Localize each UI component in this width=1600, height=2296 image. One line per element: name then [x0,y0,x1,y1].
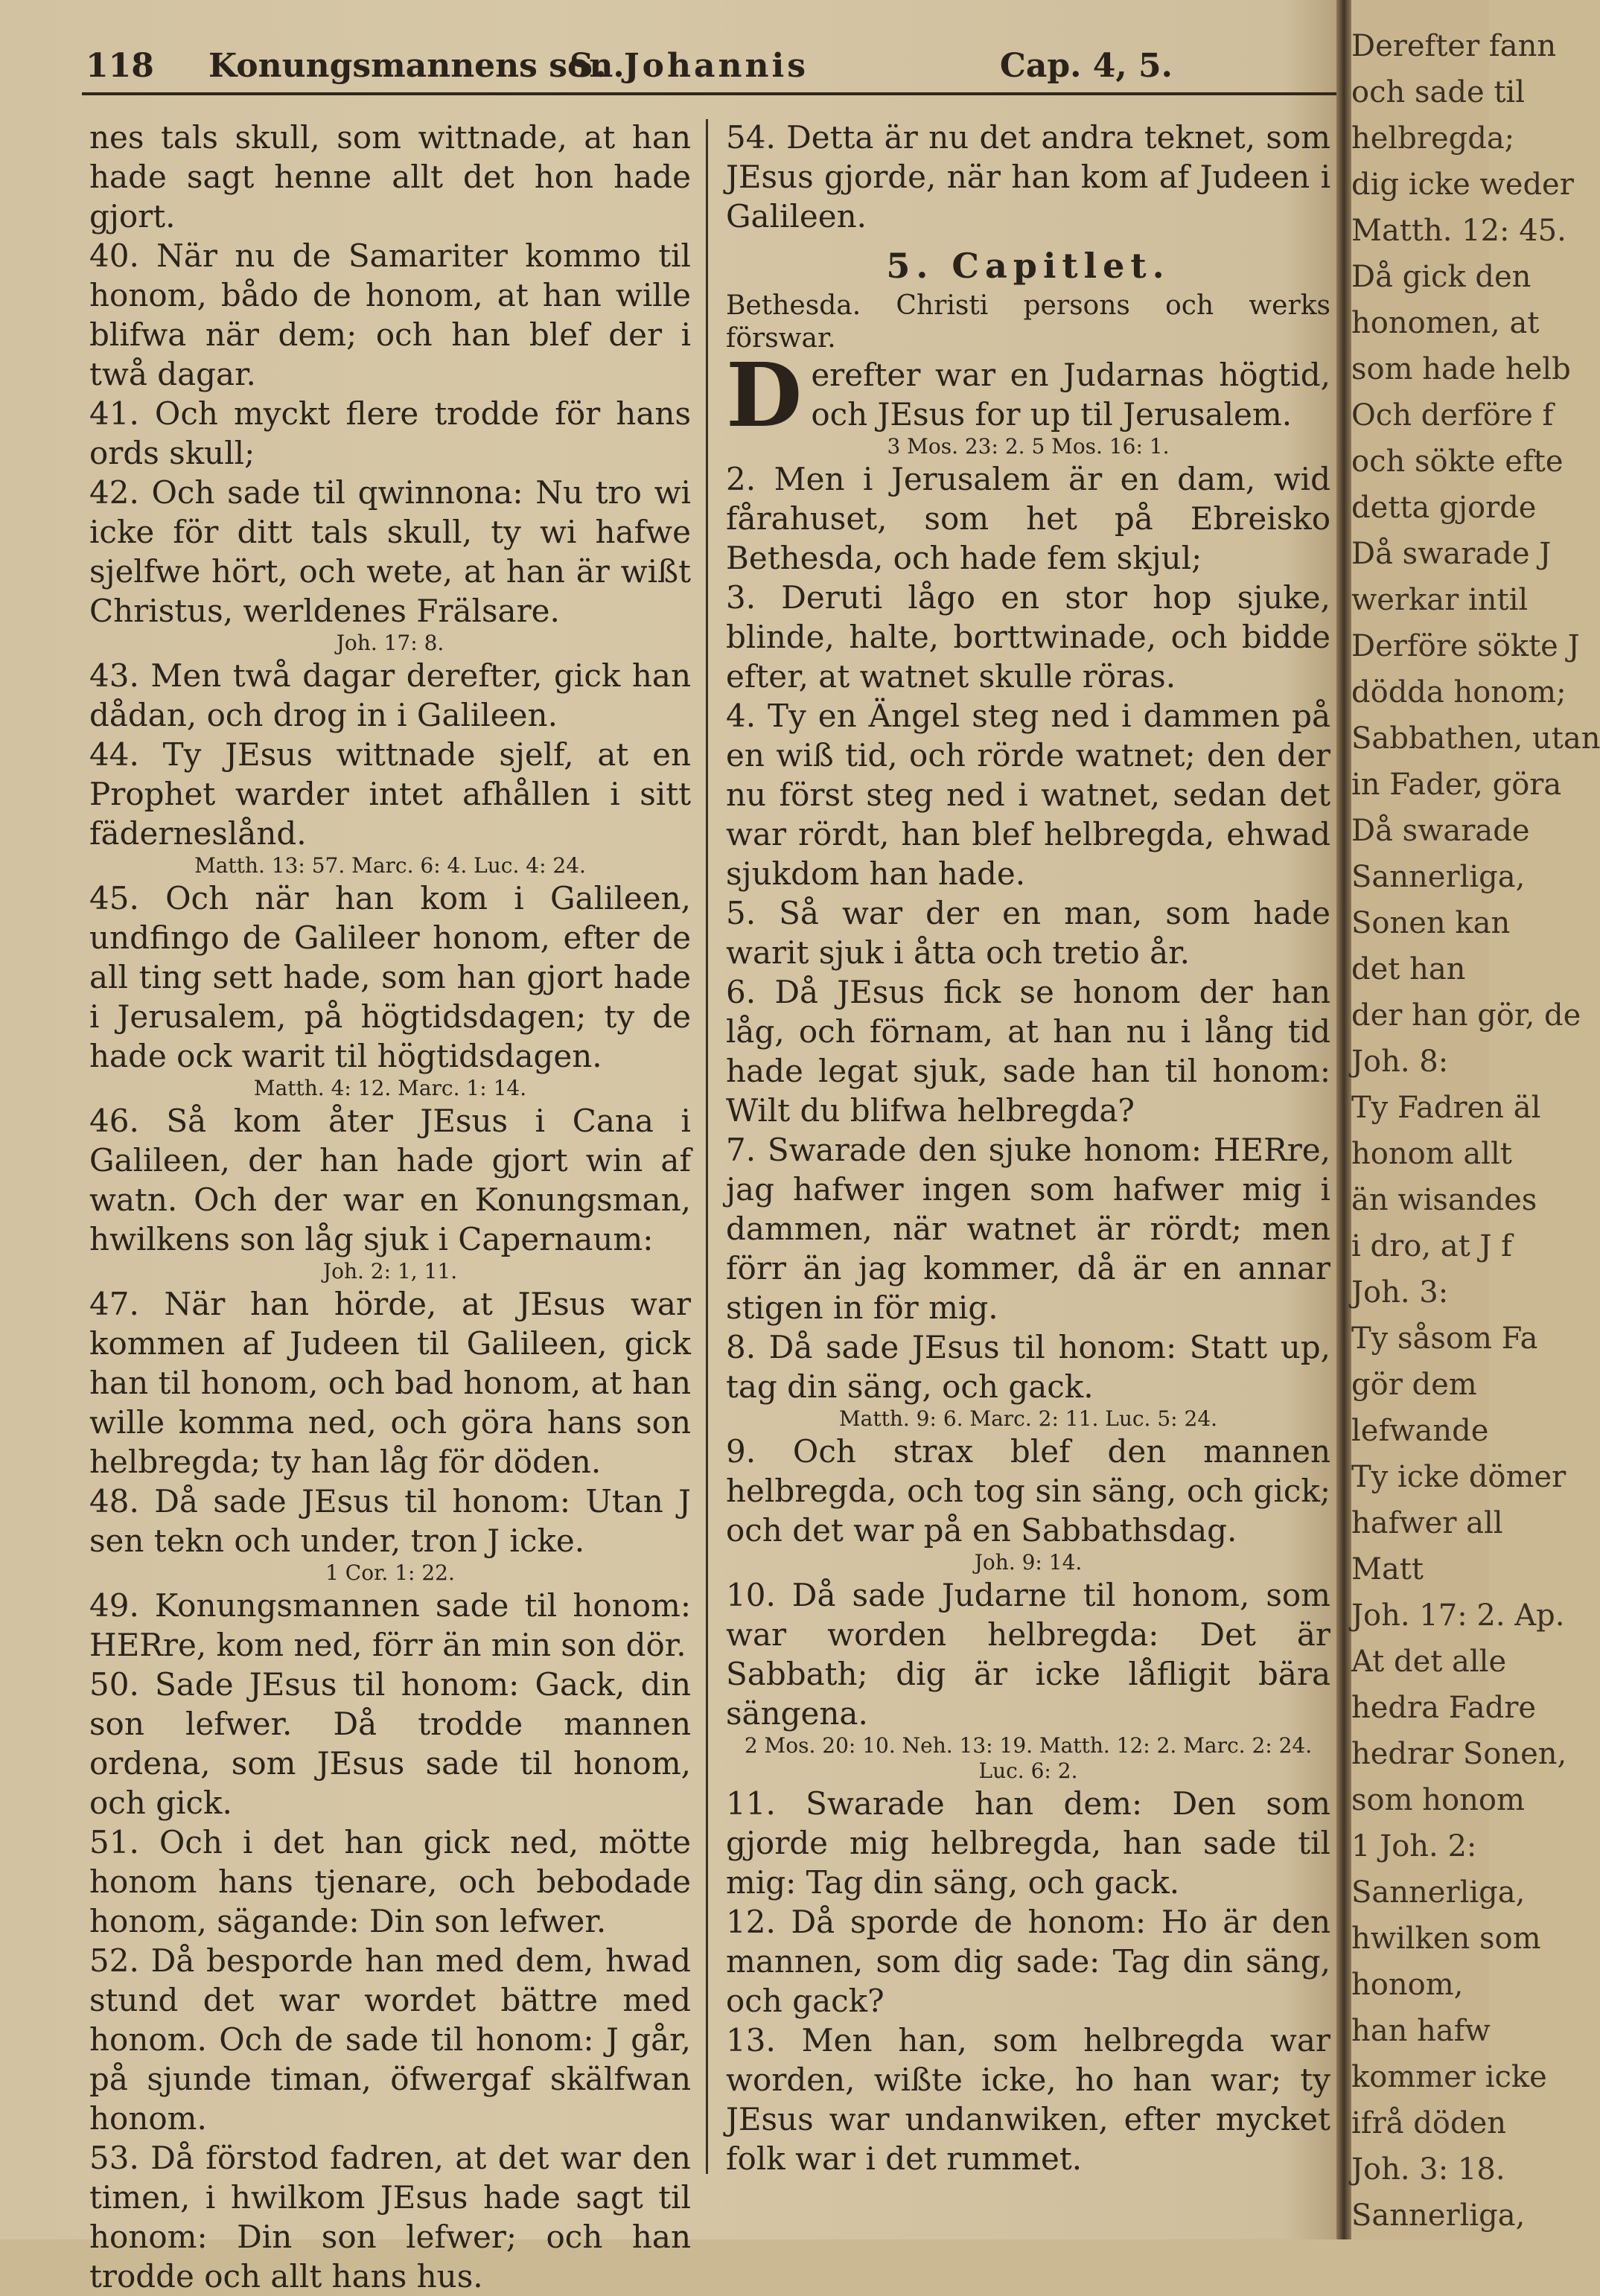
facing-page-line: Då swarade [1351,814,1530,848]
running-title: Konungsmannens son. [208,47,625,85]
facing-page-line: än wisandes [1351,1183,1537,1217]
verse-text: 5. Så war der en man, som hade warit sjuk i åtta och tretio år. [726,895,1330,971]
facing-page-line: honom allt [1351,1137,1512,1171]
verse-text: 43. Men twå dagar derefter, gick han dådan, och drog in i Galileen. [89,657,691,733]
chapter-summary: Bethesda. Christi persons och werks förswar. [726,290,1330,354]
verse-text: 49. Konungsmannen sade til honom: HERre, kom ned, förr än min son dör. [89,1587,691,1663]
facing-page-line: werkar intil [1351,583,1529,617]
facing-page-line: Joh. 3: 18. [1351,2152,1505,2187]
facing-page-line: Då gick den [1351,260,1532,294]
facing-page-line: in Fader, göra [1351,768,1562,802]
facing-page-line: honom, [1351,1968,1464,2002]
verse-text: 4. Ty en Ängel steg ned i dammen på en wiß tid, och rörde watnet; den der nu först steg ned i watnet, sedan det war rördt, han blef helbregda, ehwad sjukdom han hade. [726,698,1330,892]
facing-page-edge [1351,0,1600,2239]
facing-page-line: Sannerliga, [1351,2198,1526,2233]
verse-text: 50. Sade JEsus til honom: Gack, din son lefwer. Då trodde mannen ordena, som JEsus sade til honom, och gick. [89,1666,691,1821]
verse-text: 6. Då JEsus fick se honom der han låg, och förnam, at han nu i lång tid hade legat sjuk, sade han til honom: Wilt du blifwa helbregda? [726,974,1330,1129]
verse-text: 48. Då sade JEsus til honom: Utan J sen tekn och under, tron J icke. [89,1483,691,1559]
facing-page-line: hwilken som [1351,1922,1541,1956]
verse-text: 52. Då besporde han med dem, hwad stund det war wordet bättre med honom. Och de sade til honom: J går, på sjunde timan, öfwergaf skälfwan honom. [89,1942,691,2137]
facing-page-line: Joh. 8: [1351,1045,1449,1079]
verse-text: 44. Ty JEsus wittnade sjelf, at en Prophet warder intet afhållen i sitt fäderneslånd. [89,736,691,852]
facing-page-line: honomen, at [1351,306,1540,340]
left-column [89,118,691,2296]
cross-reference: Joh. 2: 1, 11. [322,1259,458,1283]
verse-text: 46. Så kom åter JEsus i Cana i Galileen, der han hade gjort win af watn. Och der war en Konungsman, hwilkens son låg sjuk i Capernaum: [89,1103,691,1257]
verse-text: 2. Men i Jerusalem är en dam, wid fårahuset, som het på Ebreisko Bethesda, och hade fem skjul; [726,461,1330,576]
facing-page-line: helbregda; [1351,121,1515,156]
verse-text: 7. Swarade den sjuke honom: HERre, jag hafwer ingen som hafwer mig i dammen, när watnet är rördt; men förr än jag kommer, då är en annar stigen in för mig. [726,1132,1330,1326]
verse-text: 12. Då sporde de honom: Ho är den mannen, som dig sade: Tag din säng, och gack? [726,1904,1330,2019]
facing-page-line: Sabbathen, utan [1351,721,1600,756]
cross-reference: 1 Cor. 1: 22. [325,1560,455,1585]
facing-page-line: Matt [1351,1552,1424,1587]
facing-page-line: hedrar Sonen, [1351,1737,1567,1771]
verse-text: 42. Och sade til qwinnona: Nu tro wi icke för ditt tals skull, ty wi hafwe sjelfwe hört, och wete, at han är wißt Christus, werldenes Frälsare. [89,474,691,629]
book-title: S. Johannis [570,47,809,85]
facing-page-line: det han [1351,952,1466,986]
opening-reference: 3 Mos. 23: 2. 5 Mos. 16: 1. [887,434,1170,459]
verse-text: 13. Men han, som helbregda war worden, wißte icke, ho han war; ty JEsus war undanwiken, efter mycket folk war i det rummet. [726,2022,1330,2177]
verse-text: 41. Och myckt flere trodde för hans ords skull; [89,395,691,471]
facing-page-line: kommer icke [1351,2060,1547,2094]
chapter-reference: Cap. 4, 5. [999,47,1173,85]
facing-page-line: lefwande [1351,1414,1489,1448]
facing-page-line: hedra Fadre [1351,1691,1537,1725]
cross-reference: Matth. 9: 6. Marc. 2: 11. Luc. 5: 24. [838,1406,1218,1431]
right-column [726,118,1330,2178]
facing-page-line: ifrå döden [1351,2106,1507,2140]
right-verses [726,459,1330,2178]
facing-page-line: Sonen kan [1351,906,1511,940]
facing-page-line: Ty icke dömer [1351,1460,1566,1494]
cross-reference: Matth. 13: 57. Marc. 6: 4. Luc. 4: 24. [194,853,586,878]
facing-page-line: Derföre sökte J [1351,629,1580,663]
header-rule [82,92,1370,95]
book-gutter [1336,0,1351,2239]
drop-cap: D [726,343,803,447]
facing-page-line: som hade helb [1351,352,1571,386]
verse-text: 53. Då förstod fadren, at det war den timen, i hwilkom JEsus hade sagt til honom: Din son lefwer; och han trodde och allt hans hus. [89,2140,691,2295]
verse-text: 10. Då sade Judarne til honom, som war worden helbregda: Det är Sabbath; dig är icke låfligit bära sängena. [726,1577,1330,1732]
facing-page-line: Derefter fann [1351,29,1557,63]
facing-page-line: Joh. 17: 2. Ap. [1351,1598,1565,1633]
chapter-heading: 5. Capitlet. [886,246,1170,286]
verse-text: 9. Och strax blef den mannen helbregda, och tog sin säng, och gick; och det war på en Sabbathsdag. [726,1433,1330,1549]
facing-page-line: Sannerliga, [1351,1875,1526,1910]
page-number: 118 [86,47,154,85]
verse-text: 40. När nu de Samariter kommo til honom, bådo de honom, at han wille blifwa när dem; och han blef der i twå dagar. [89,237,691,392]
verse-text: nes tals skull, som wittnade, at han hade sagt henne allt det hon hade gjort. [89,119,691,235]
cross-reference: 2 Mos. 20: 10. Neh. 13: 19. Matth. 12: 2. Marc. 2: 24. Luc. 6: 2. [744,1733,1313,1783]
column-divider [706,119,708,2174]
verse-text: 11. Swarade han dem: Den som gjorde mig helbregda, han sade til mig: Tag din säng, och gack. [726,1785,1330,1901]
facing-page-line: Joh. 3: [1351,1275,1449,1310]
verse-text: 47. När han hörde, at JEsus war kommen af Judeen til Galileen, gick han til honom, och bad honom, at han wille komma ned, och göra hans son helbregda; ty han låg för döden. [89,1286,691,1480]
facing-page-line: der han gör, de [1351,998,1581,1033]
facing-page-line: dig icke weder [1351,168,1574,202]
verse-text: 45. Och när han kom i Galileen, undfingo de Galileer honom, efter de all ting sett hade, som han gjort hade i Jerusalem, på högtidsdagen; ty de hade ock warit til högtidsdagen. [89,880,691,1074]
verse-54: 54. Detta är nu det andra teknet, som JEsus gjorde, när han kom af Judeen i Galileen. [726,119,1330,235]
facing-page-line: Och derföre f [1351,398,1554,433]
facing-page-line: Då swarade J [1351,537,1552,571]
verse-text: 8. Då sade JEsus til honom: Statt up, tag din säng, och gack. [726,1329,1330,1405]
facing-page-line: 1 Joh. 2: [1351,1829,1477,1863]
facing-page-line: Sannerliga, [1351,860,1526,894]
verse-text: 3. Deruti lågo en stor hop sjuke, blinde, halte, borttwinade, och bidde efter, at watnet skulle röras. [726,579,1330,695]
facing-page-line: och sökte efte [1351,444,1564,479]
facing-page-line: Ty Fadren äl [1351,1091,1541,1125]
cross-reference: Joh. 17: 8. [336,631,444,655]
facing-page-line: i dro, at J f [1351,1229,1512,1263]
facing-page-line: Ty såsom Fa [1351,1321,1538,1356]
facing-page-line: Matth. 12: 45. [1351,214,1566,248]
cross-reference: Matth. 4: 12. Marc. 1: 14. [253,1076,527,1100]
facing-page-line: dödda honom; [1351,675,1566,709]
cross-reference: Joh. 9: 14. [974,1550,1083,1575]
facing-page-line: hafwer all [1351,1506,1503,1540]
opening-text: erefter war en Judarnas högtid, och JEsus for up til Jerusalem. [811,357,1330,433]
verse-text: 51. Och i det han gick ned, mötte honom hans tjenare, och bebodade honom, sägande: Din son lefwer. [89,1824,691,1939]
facing-page-line: detta gjorde [1351,491,1537,525]
facing-page-line: som honom [1351,1783,1525,1817]
page-header [86,43,1173,89]
facing-page-line: och sade til [1351,75,1525,109]
facing-page-line: han hafw [1351,2014,1491,2048]
facing-page-line: gör dem [1351,1368,1477,1402]
facing-page-line: At det alle [1351,1645,1507,1679]
